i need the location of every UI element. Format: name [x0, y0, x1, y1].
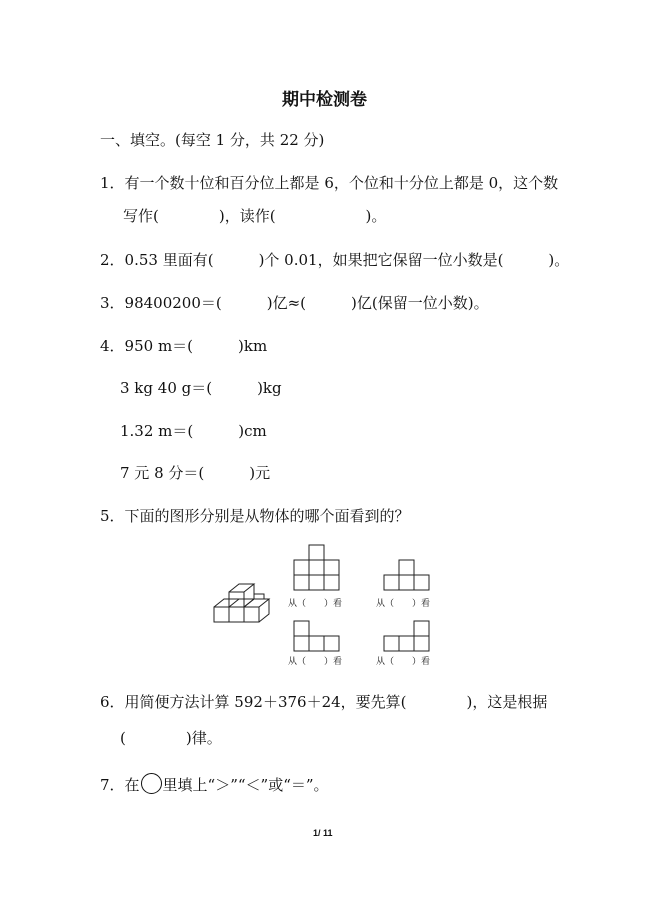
question-4-b: 3 kg 40 g＝( )kg	[120, 379, 282, 397]
view-figure-3	[294, 621, 339, 651]
question-7	[100, 773, 329, 795]
question-7-prefix: 7．在	[100, 776, 140, 794]
view-label-3: 从（ ）看	[288, 657, 343, 667]
view-figure-2	[384, 560, 429, 590]
question-5: 5．下面的图形分别是从物体的哪个面看到的？	[100, 507, 410, 525]
question-1-line-2: 写作( )，读作( )。	[123, 207, 387, 225]
view-label-1: 从（ ）看	[288, 599, 343, 609]
question-4-c: 1.32 m＝( )cm	[120, 422, 267, 440]
view-label-4: 从（ ）看	[376, 657, 431, 667]
page-title: 期中检测卷	[282, 90, 367, 110]
question-6-line-1: 6．用简便方法计算 592＋376＋24，要先算( )，这是根据	[100, 693, 548, 711]
question-1-line-1: 1．有一个数十位和百分位上都是 6，个位和十分位上都是 0，这个数	[100, 174, 559, 192]
cube-object-figure	[214, 584, 269, 622]
page-number: 1/ 11	[313, 828, 333, 838]
question-4-d: 7 元 8 分＝( )元	[120, 464, 271, 482]
view-figure-4	[384, 621, 429, 651]
question-6-line-2: ( )律。	[120, 729, 222, 747]
circle-blank-icon	[141, 773, 162, 794]
question-3: 3．98400200＝( )亿≈( )亿(保留一位小数)。	[100, 294, 489, 312]
question-2: 2．0.53 里面有( )个 0.01，如果把它保留一位小数是( )。	[100, 251, 570, 269]
section-heading: 一、填空。(每空 1 分，共 22 分)	[100, 131, 325, 149]
view-figure-1	[294, 545, 339, 590]
question-7-suffix: 里填上“＞”“＜”或“＝”。	[162, 776, 329, 794]
question-4-a: 4．950 m＝( )km	[100, 337, 268, 355]
view-label-2: 从（ ）看	[376, 599, 431, 609]
